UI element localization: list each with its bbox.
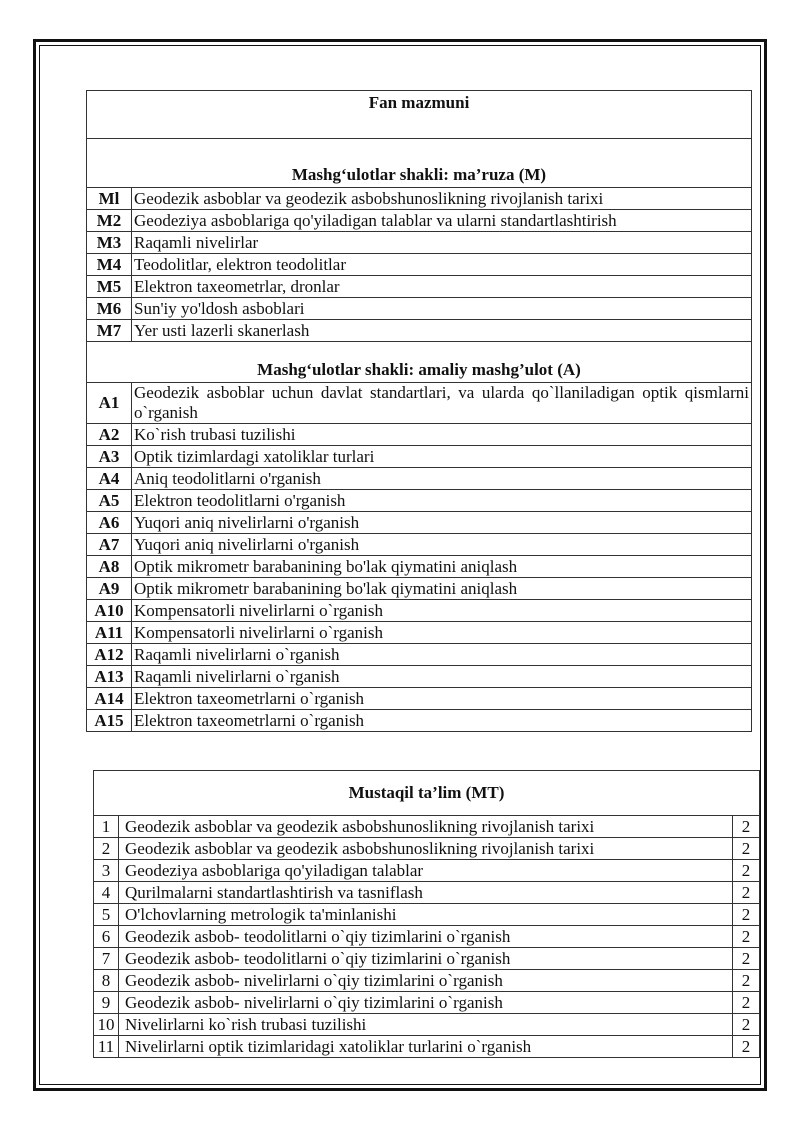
practical-code: A7 [87,534,132,556]
lecture-code: M2 [87,210,132,232]
practical-row [87,644,752,666]
practical-row [87,556,752,578]
practical-topic: Geodezik asboblar uchun davlat standartlari, va ularda qo`llaniladigan optik qismlarni o`rganish [132,383,752,424]
practical-code: A3 [87,446,132,468]
hours-value: 2 [733,1014,760,1036]
mustaqil-topic: Qurilmalarni standartlashtirish va tasniflash [119,882,733,904]
practical-code: A11 [87,622,132,644]
lecture-code: M5 [87,276,132,298]
mustaqil-topic: Geodezik asbob- nivelirlarni o`qiy tizimlarini o`rganish [119,970,733,992]
lecture-row [87,254,752,276]
lecture-row [87,188,752,210]
practical-row [87,578,752,600]
practical-topic: Elektron teodolitlarni o'rganish [132,490,752,512]
practical-code: A10 [87,600,132,622]
row-number: 3 [94,860,119,882]
practical-code: A12 [87,644,132,666]
mustaqil-topic: Geodezik asbob- teodolitlarni o`qiy tizimlarini o`rganish [119,926,733,948]
practical-code: A14 [87,688,132,710]
lecture-topic: Geodeziya asboblariga qo'yiladigan talablar va ularni standartlashtirish [132,210,752,232]
practical-row [87,512,752,534]
mustaqil-topic: Geodezik asboblar va geodezik asbobshunoslikning rivojlanish tarixi [119,838,733,860]
practical-row [87,622,752,644]
row-number: 1 [94,816,119,838]
practical-row [87,490,752,512]
hours-value: 2 [733,882,760,904]
practical-row [87,688,752,710]
practical-topic: Optik tizimlardagi xatoliklar turlari [132,446,752,468]
practical-code: A1 [87,383,132,424]
row-number: 9 [94,992,119,1014]
lecture-code: Ml [87,188,132,210]
hours-value: 2 [733,816,760,838]
mustaqil-row [94,816,760,838]
practical-code: A5 [87,490,132,512]
mustaqil-talim-table [93,770,760,1058]
row-number: 7 [94,948,119,970]
practical-row [87,600,752,622]
practical-row [87,446,752,468]
fan-mazmuni-title: Fan mazmuni [87,91,752,139]
mustaqil-topic: O'lchovlarning metrologik ta'minlanishi [119,904,733,926]
lecture-code: M6 [87,298,132,320]
practical-topic: Aniq teodolitlarni o'rganish [132,468,752,490]
practical-row [87,424,752,446]
practical-row [87,468,752,490]
hours-value: 2 [733,970,760,992]
mustaqil-row [94,970,760,992]
practical-code: A4 [87,468,132,490]
row-number: 5 [94,904,119,926]
mustaqil-row [94,882,760,904]
lecture-topic: Elektron taxeometrlar, dronlar [132,276,752,298]
practical-code: A2 [87,424,132,446]
lecture-row [87,210,752,232]
lecture-row [87,232,752,254]
mustaqil-talim-title: Mustaqil ta’lim (MT) [94,771,760,816]
mustaqil-topic: Geodezik asbob- nivelirlarni o`qiy tizimlarini o`rganish [119,992,733,1014]
practical-code: A8 [87,556,132,578]
hours-value: 2 [733,948,760,970]
mustaqil-topic: Nivelirlarni optik tizimlaridagi xatoliklar turlarini o`rganish [119,1036,733,1058]
practical-row [87,534,752,556]
practical-section-heading: Mashg‘ulotlar shakli: amaliy mashg’ulot (A) [87,342,752,383]
hours-value: 2 [733,926,760,948]
practical-topic: Yuqori aniq nivelirlarni o'rganish [132,512,752,534]
row-number: 10 [94,1014,119,1036]
lecture-topic: Geodezik asboblar va geodezik asbobshunoslikning rivojlanish tarixi [132,188,752,210]
practical-topic: Optik mikrometr barabanining bo'lak qiymatini aniqlash [132,578,752,600]
practical-code: A9 [87,578,132,600]
practical-row [87,666,752,688]
lecture-row [87,320,752,342]
lecture-section-heading: Mashg‘ulotlar shakli: ma’ruza (M) [87,139,752,188]
practical-topic: Elektron taxeometrlarni o`rganish [132,710,752,732]
lecture-row [87,298,752,320]
mustaqil-topic: Geodezik asbob- teodolitlarni o`qiy tizimlarini o`rganish [119,948,733,970]
hours-value: 2 [733,904,760,926]
hours-value: 2 [733,838,760,860]
practical-topic: Raqamli nivelirlarni o`rganish [132,666,752,688]
row-number: 11 [94,1036,119,1058]
practical-topic: Elektron taxeometrlarni o`rganish [132,688,752,710]
lecture-topic: Yer usti lazerli skanerlash [132,320,752,342]
mustaqil-row [94,992,760,1014]
practical-topic: Yuqori aniq nivelirlarni o'rganish [132,534,752,556]
practical-code: A15 [87,710,132,732]
lecture-code: M3 [87,232,132,254]
row-number: 4 [94,882,119,904]
lecture-topic: Raqamli nivelirlar [132,232,752,254]
practical-topic: Raqamli nivelirlarni o`rganish [132,644,752,666]
practical-row [87,383,752,424]
hours-value: 2 [733,1036,760,1058]
practical-topic: Optik mikrometr barabanining bo'lak qiymatini aniqlash [132,556,752,578]
practical-code: A6 [87,512,132,534]
lecture-code: M7 [87,320,132,342]
practical-code: A13 [87,666,132,688]
mustaqil-row [94,860,760,882]
mustaqil-row [94,948,760,970]
mustaqil-topic: Geodezik asboblar va geodezik asbobshunoslikning rivojlanish tarixi [119,816,733,838]
mustaqil-row [94,926,760,948]
lecture-code: M4 [87,254,132,276]
hours-value: 2 [733,992,760,1014]
mustaqil-row [94,904,760,926]
mustaqil-row [94,1014,760,1036]
mustaqil-row [94,838,760,860]
lecture-topic: Sun'iy yo'ldosh asboblari [132,298,752,320]
practical-topic: Ko`rish trubasi tuzilishi [132,424,752,446]
practical-topic: Kompensatorli nivelirlarni o`rganish [132,600,752,622]
practical-row [87,710,752,732]
lecture-row [87,276,752,298]
row-number: 6 [94,926,119,948]
practical-topic: Kompensatorli nivelirlarni o`rganish [132,622,752,644]
mustaqil-row [94,1036,760,1058]
hours-value: 2 [733,860,760,882]
mustaqil-topic: Geodeziya asboblariga qo'yiladigan talablar [119,860,733,882]
lecture-topic: Teodolitlar, elektron teodolitlar [132,254,752,276]
row-number: 8 [94,970,119,992]
row-number: 2 [94,838,119,860]
fan-mazmuni-table [86,90,752,732]
mustaqil-topic: Nivelirlarni ko`rish trubasi tuzilishi [119,1014,733,1036]
